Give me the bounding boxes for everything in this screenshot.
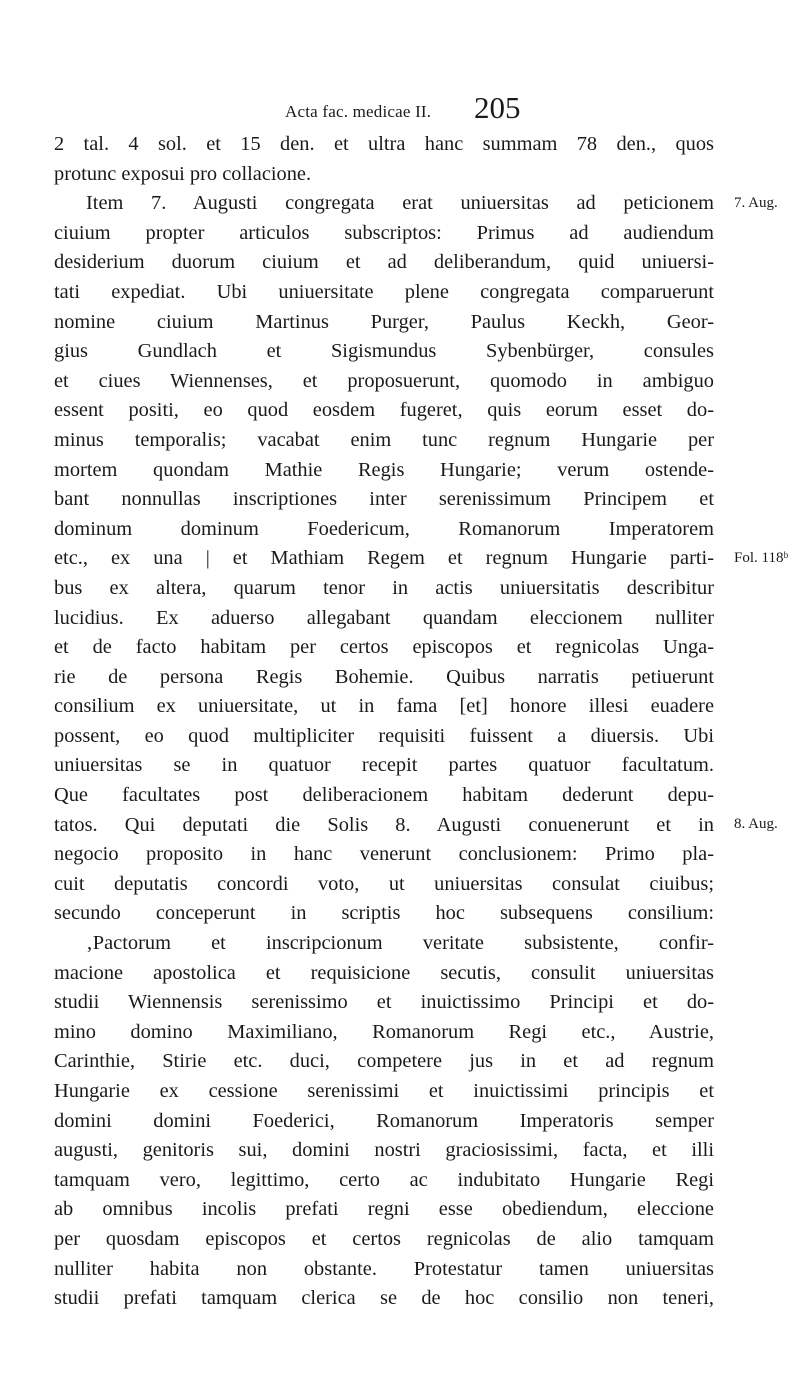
- text-line: dominum dominum Foedericum, Romanorum Imperatorem: [54, 517, 714, 540]
- text-line: protunc exposui pro collacione.: [54, 162, 312, 185]
- page-header: [0, 90, 800, 130]
- text-line: bant nonnullas inscriptiones inter serenissimum Principem et: [54, 488, 714, 511]
- text-line: minus temporalis; vacabat enim tunc regnum Hungarie per: [54, 428, 714, 451]
- text-line: Hungarie ex cessione serenissimi et inuictissimi principis et: [54, 1080, 714, 1102]
- text-line: tatos. Qui deputati die Solis 8. Augusti conuenerunt et in: [54, 813, 714, 836]
- text-line: domini domini Foederici, Romanorum Imperatoris semper: [54, 1109, 714, 1132]
- text-line: desiderium duorum ciuium et ad deliberandum, quid uniuersi-: [54, 251, 714, 274]
- text-line: tati expediat. Ubi uniuersitate plene congregata comparuerunt: [54, 280, 714, 303]
- body-text: [54, 130, 714, 1314]
- page-number: 205: [474, 90, 521, 125]
- text-line: uniuersitas se in quatuor recepit partes quatuor facultatum.: [54, 754, 714, 777]
- text-line: negocio proposito in hanc venerunt conclusionem: Primo pla-: [54, 843, 714, 866]
- text-line: gius Gundlach et Sigismundus Sybenbürger, consules: [54, 340, 714, 363]
- text-line: Item 7. Augusti congregata erat uniuersitas ad peticionem: [86, 192, 714, 215]
- text-line: ‚Pactorum et inscripcionum veritate subsistente, confir-: [86, 932, 714, 955]
- text-line: lucidius. Ex aduerso allegabant quandam eleccionem nulliter: [54, 606, 714, 629]
- running-title: Acta fac. medicae II.: [285, 102, 432, 121]
- text-line: cuit deputatis concordi voto, ut uniuersitas consulat ciuibus;: [54, 872, 714, 895]
- text-line: rie de persona Regis Bohemie. Quibus narratis petiuerunt: [54, 665, 714, 688]
- text-line: bus ex altera, quarum tenor in actis uniuersitatis describitur: [54, 576, 714, 599]
- text-line: per quosdam episcopos et certos regnicolas de alio tamquam: [54, 1227, 714, 1250]
- text-line: etc., ex una | et Mathiam Regem et regnum Hungarie parti-: [54, 547, 714, 570]
- text-line: 2 tal. 4 sol. et 15 den. et ultra hanc summam 78 den., quos: [54, 133, 714, 155]
- text-line: augusti, genitoris sui, domini nostri graciosissimi, facta, et illi: [54, 1139, 714, 1162]
- text-line: mino domino Maximiliano, Romanorum Regi etc., Austrie,: [54, 1020, 714, 1043]
- text-line: et ciues Wiennenses, et proposuerunt, quomodo in ambiguo: [54, 369, 714, 392]
- text-line: et de facto habitam per certos episcopos et regnicolas Unga-: [54, 636, 714, 659]
- text-line: possent, eo quod multipliciter requisiti fuissent a diuersis. Ubi: [54, 724, 714, 747]
- text-line: secundo conceperunt in scriptis hoc subsequens consilium:: [54, 902, 714, 925]
- text-line: nulliter habita non obstante. Protestatur tamen uniuersitas: [54, 1257, 714, 1280]
- margin-note-date: 7. Aug.: [734, 195, 778, 211]
- text-line: ciuium propter articulos subscriptos: Primus ad audiendum: [54, 221, 714, 244]
- margin-note-folio: Fol. 118ᵇ: [734, 550, 789, 566]
- text-line: ab omnibus incolis prefati regni esse obediendum, eleccione: [54, 1198, 714, 1221]
- text-line: consilium ex uniuersitate, ut in fama [et] honore illesi euadere: [54, 695, 714, 718]
- text-line: macione apostolica et requisicione secutis, consulit uniuersitas: [54, 961, 714, 984]
- text-line: studii prefati tamquam clerica se de hoc consilio non teneri,: [54, 1287, 714, 1310]
- text-line: Carinthie, Stirie etc. duci, competere jus in et ad regnum: [54, 1050, 714, 1073]
- text-line: tamquam vero, legittimo, certo ac indubitato Hungarie Regi: [54, 1168, 714, 1191]
- margin-note-date: 8. Aug.: [734, 816, 778, 832]
- text-line: studii Wiennensis serenissimo et inuictissimo Principi et do-: [54, 991, 714, 1014]
- text-line: Que facultates post deliberacionem habitam dederunt depu-: [54, 784, 714, 807]
- text-line: essent positi, eo quod eosdem fugeret, quis eorum esset do-: [54, 399, 714, 422]
- text-line: nomine ciuium Martinus Purger, Paulus Keckh, Geor-: [54, 310, 714, 333]
- text-line: mortem quondam Mathie Regis Hungarie; verum ostende-: [54, 458, 714, 481]
